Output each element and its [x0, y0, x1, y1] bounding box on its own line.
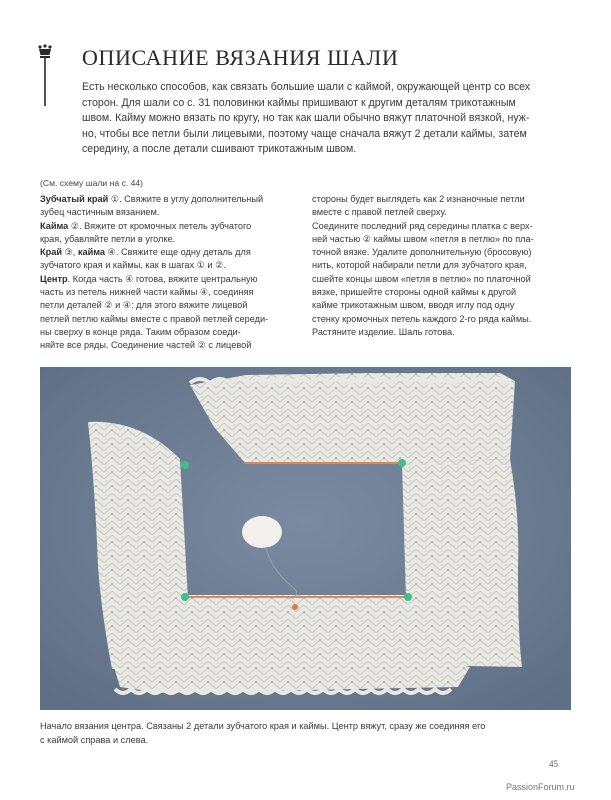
intro-line: Есть несколько способов, как связать большие шали с каймой, окружающей центр со всех — [82, 81, 531, 93]
step-heading: Кайма — [40, 220, 69, 231]
instruction-line: стенку кромочных петель каждого 2-го ряда каймы. — [312, 313, 532, 324]
instruction-line: вязке, пришейте стороны одной каймы к другой — [312, 287, 517, 298]
instruction-line: Центр. Когда часть ④ готова, вяжите центральную — [40, 273, 258, 284]
instruction-line: Соедините последний ряд середины платка с верх- — [312, 220, 533, 231]
instructions-right-column — [312, 193, 534, 339]
instruction-line: петли деталей ② и ④: для этого вяжите лицевой — [40, 300, 248, 311]
step-heading: Край — [40, 247, 62, 258]
intro-line: но, чтобы все петли были лицевыми, поэтому чаще сначала вяжут 2 детали каймы, затем — [82, 127, 527, 140]
schema-reference-note: (См. схему шали на с. 44) — [40, 178, 143, 188]
instructions-left-column — [40, 193, 268, 353]
step-heading: кайма — [77, 247, 106, 258]
instruction-line: вместе с правой петлей сверху. — [312, 207, 447, 218]
instruction-line: зубец частичным вязанием. — [40, 207, 160, 218]
instruction-line: нить, которой набирали петли для зубчатого края, — [312, 260, 527, 271]
intro-line: сторон. Для шали со с. 31 половинки каймы пришивают к другим деталям трикотажным — [82, 96, 516, 109]
instruction-line: кайме трикотажным швом, вводя иглу под одну — [312, 300, 515, 311]
instruction-line: стороны будет выглядеть как 2 изнаночные петли — [312, 194, 525, 204]
instruction-line: края, убавляйте петли в уголке. — [40, 233, 176, 244]
instruction-line: Растяните изделие. Шаль готова. — [312, 326, 455, 337]
shawl-photo — [40, 367, 571, 710]
instruction-line: ней частью ② каймы швом «петля в петлю» по пла- — [312, 233, 534, 244]
instruction-line: сшейте концы швом «петля в петлю» по платочной — [312, 273, 531, 284]
photo-caption — [40, 719, 485, 747]
instruction-line: Край ③, кайма ④. Свяжите еще одну деталь для — [40, 247, 251, 258]
caption-line: Начало вязания центра. Связаны 2 детали зубчатого края и каймы. Центр вяжут, сразу же соединяя его — [40, 721, 486, 731]
instruction-line: Зубчатый край ①. Свяжите в углу дополнительный — [40, 194, 264, 204]
instruction-line: Кайма ②. Вяжите от кромочных петель зубчатого — [40, 220, 252, 231]
instruction-line: точной вязке. Удалите дополнительную (бросовую) — [312, 247, 532, 258]
instruction-line: петлей петлю каймы вместе с правой петлей середи- — [40, 313, 269, 324]
page-title: ОПИСАНИЕ ВЯЗАНИЯ ШАЛИ — [82, 45, 399, 70]
knitted-shawl-image — [40, 367, 571, 710]
step-heading: Центр — [40, 273, 68, 284]
step-heading: Зубчатый край — [40, 194, 109, 204]
crown-ornament-icon — [38, 44, 52, 106]
intro-paragraph — [82, 80, 570, 158]
watermark: PassionForum.ru — [506, 782, 575, 792]
caption-line: с каймой справа и слева. — [40, 735, 149, 745]
page-number: 45 — [549, 759, 558, 769]
instruction-line: часть из петель нижней части каймы ④, соединяя — [40, 287, 254, 298]
intro-line: середину, а после детали сшивают трикотажным швом. — [82, 143, 357, 156]
instruction-line: ны сверху в конце ряда. Таким образом соеди- — [40, 326, 241, 337]
intro-line: швом. Кайму можно вязать по кругу, но так как шали обычно вяжут платочной вязкой, нуж- — [82, 112, 530, 125]
instruction-line: няйте все ряды. Соединение частей ② с лицевой — [40, 340, 252, 351]
instruction-line: зубчатого края и каймы, как в шагах ① и ②. — [40, 260, 226, 271]
